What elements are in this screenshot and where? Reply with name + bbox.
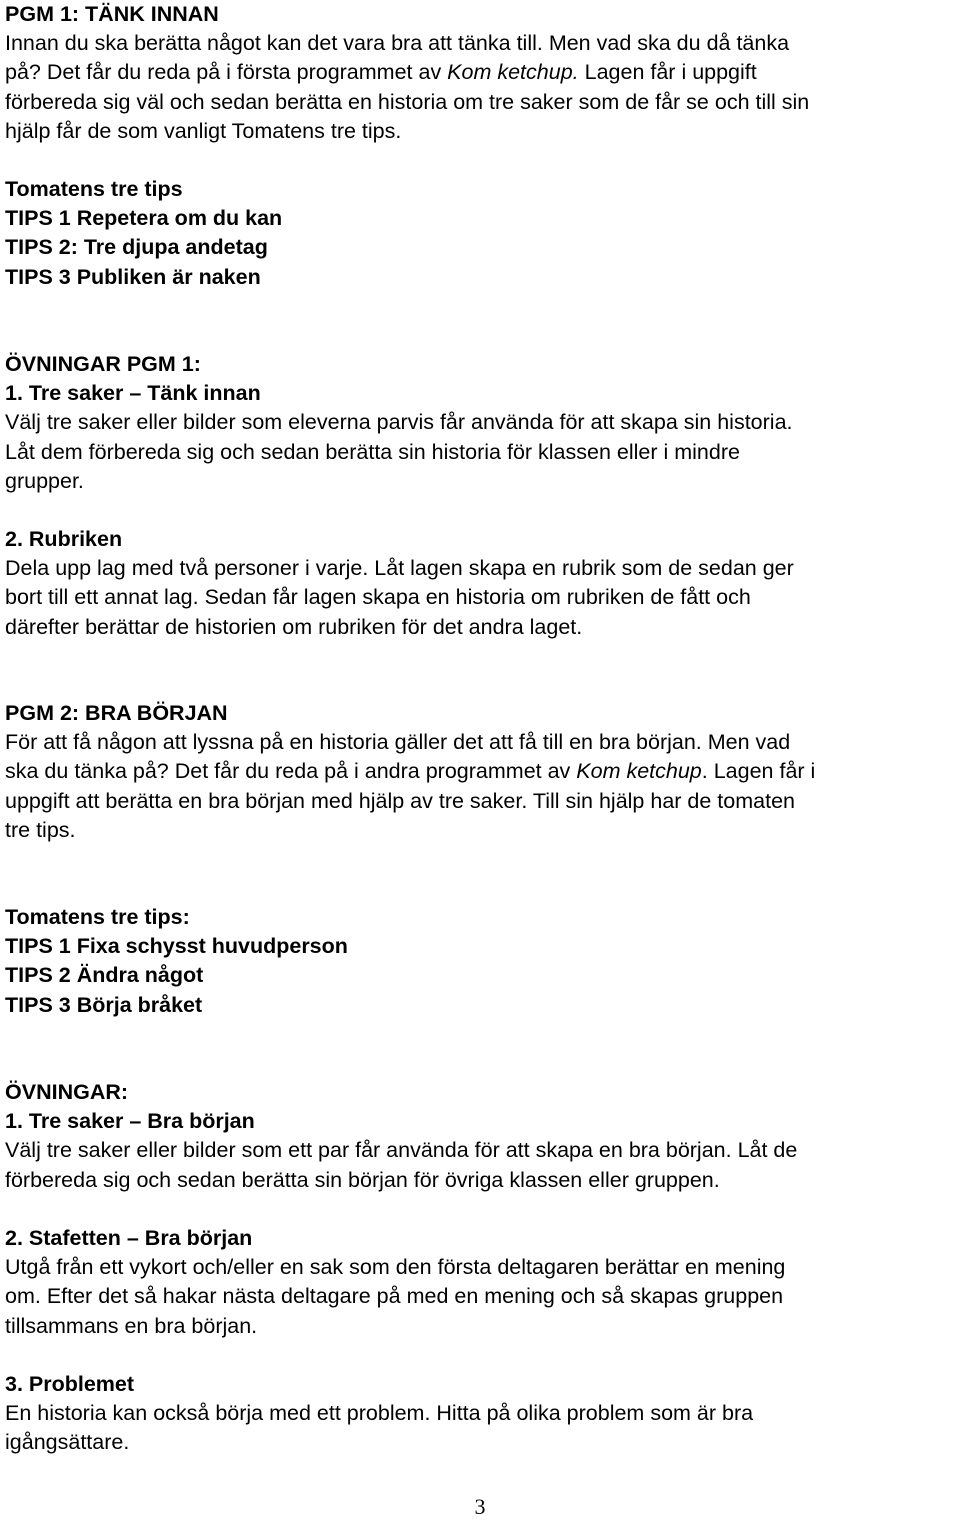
pgm2-intro-line: tre tips. (5, 817, 76, 842)
exercise-text: Utgå från ett vykort och/eller en sak som den första deltagaren berättar en mening (5, 1255, 786, 1280)
exercise-text: Välj tre saker eller bilder som ett par får använda för att skapa en bra början. Låt de (5, 1138, 798, 1163)
pgm2-intro-text: ska du tänka på? Det får du reda på i andra programmet av (5, 759, 577, 784)
exercise-text: därefter berättar de historien om rubriken för det andra laget. (5, 614, 583, 639)
pgm1-intro-text: Lagen får i uppgift (578, 60, 757, 85)
pgm2-heading: PGM 2: BRA BÖRJAN (5, 701, 228, 725)
tip-item: TIPS 3 Börja bråket (5, 992, 203, 1017)
exercise-text: grupper. (5, 468, 84, 493)
tips-heading: Tomatens tre tips: (5, 905, 190, 929)
exercise-text: Dela upp lag med två personer i varje. Låt lagen skapa en rubrik som de sedan ger (5, 556, 794, 581)
pgm1-exercise-2 (5, 525, 955, 642)
exercises-heading: ÖVNINGAR: (5, 1080, 129, 1104)
pgm2-exercises (5, 1078, 955, 1195)
pgm2-section (5, 699, 955, 845)
pgm1-intro-text: på? Det får du reda på i första programmet av (5, 60, 448, 85)
pgm2-intro-line: uppgift att berätta en bra början med hjälp av tre saker. Till sin hjälp har de tomaten (5, 788, 795, 813)
pgm1-exercises (5, 350, 955, 496)
exercise-text: En historia kan också börja med ett problem. Hitta på olika problem som är bra (5, 1401, 754, 1426)
tip-item: TIPS 2: Tre djupa andetag (5, 235, 268, 260)
pgm2-exercise-3 (5, 1370, 955, 1458)
exercise-title: 1. Tre saker – Bra början (5, 1109, 255, 1134)
exercise-text: tillsammans en bra början. (5, 1313, 258, 1338)
exercise-text: igångsättare. (5, 1430, 130, 1455)
pgm1-heading: PGM 1: TÄNK INNAN (5, 2, 219, 26)
exercise-title: 3. Problemet (5, 1372, 135, 1396)
exercise-text: om. Efter det så hakar nästa deltagare på med en mening och så skapas gruppen (5, 1284, 784, 1309)
exercise-title: 1. Tre saker – Tänk innan (5, 381, 261, 406)
exercise-title: 2. Rubriken (5, 527, 123, 551)
tip-item: TIPS 1 Fixa schysst huvudperson (5, 934, 348, 959)
exercises-heading: ÖVNINGAR PGM 1: (5, 352, 201, 376)
tip-item: TIPS 3 Publiken är naken (5, 264, 261, 289)
tip-item: TIPS 2 Ändra något (5, 963, 204, 988)
pgm1-intro-line (5, 58, 955, 87)
tips-heading: Tomatens tre tips (5, 177, 183, 201)
pgm1-section (5, 0, 955, 146)
page-number: 3 (474, 1494, 486, 1519)
pgm1-tips (5, 175, 955, 292)
exercise-title: 2. Stafetten – Bra början (5, 1226, 253, 1250)
pgm2-intro-line: För att få någon att lyssna på en historia gäller det att få till en bra början. Men vad (5, 730, 791, 755)
exercise-text: förbereda sig och sedan berätta sin början för övriga klassen eller gruppen. (5, 1167, 720, 1192)
tip-item: TIPS 1 Repetera om du kan (5, 206, 283, 231)
pgm2-intro-line (5, 757, 955, 786)
pgm2-exercise-2 (5, 1224, 955, 1341)
pgm2-tips (5, 903, 955, 1020)
exercise-text: Välj tre saker eller bilder som eleverna parvis får använda för att skapa sin historia. (5, 410, 793, 435)
exercise-text: Låt dem förbereda sig och sedan berätta sin historia för klassen eller i mindre (5, 439, 740, 464)
pgm2-intro-text: . Lagen får i (701, 759, 816, 784)
exercise-text: bort till ett annat lag. Sedan får lagen skapa en historia om rubriken de fått och (5, 585, 751, 610)
pgm1-intro-line: förbereda sig väl och sedan berätta en historia om tre saker som de får se och till sin (5, 89, 810, 114)
pgm1-intro-line: Innan du ska berätta något kan det vara bra att tänka till. Men vad ska du då tänka (5, 31, 790, 56)
pgm1-intro-line: hjälp får de som vanligt Tomatens tre tips. (5, 118, 402, 143)
program-title-kom-ketchup: Kom ketchup (576, 759, 702, 784)
program-title-kom-ketchup: Kom ketchup. (447, 60, 579, 85)
